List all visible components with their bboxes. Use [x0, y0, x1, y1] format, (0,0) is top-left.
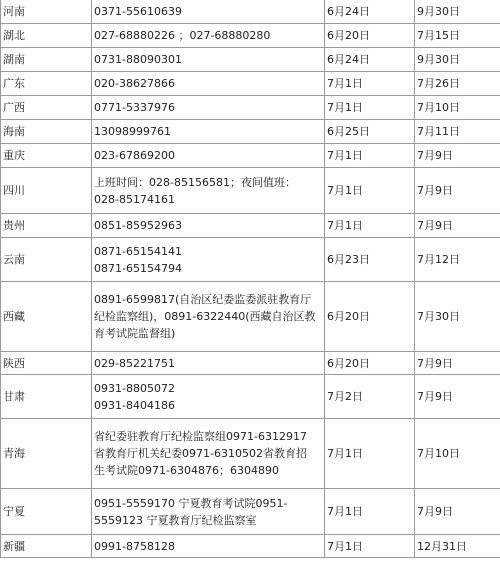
phone-line: 13098999761 — [94, 125, 171, 138]
start-date-cell: 6月23日 — [325, 238, 415, 282]
province-cell: 新疆 — [1, 535, 92, 558]
start-date-cell: 6月24日 — [325, 48, 415, 72]
phone-cell — [92, 24, 325, 48]
province-cell: 湖北 — [1, 24, 92, 48]
end-date-cell: 7月9日 — [415, 375, 500, 419]
phone-line: 0951-5559170 宁夏教育考试院0951- — [94, 496, 288, 510]
province-cell: 云南 — [1, 238, 92, 282]
start-date-cell: 7月1日 — [325, 489, 415, 535]
province-cell: 甘肃 — [1, 375, 92, 419]
end-date-cell: 7月12日 — [415, 238, 500, 282]
table-row — [1, 24, 500, 48]
phone-line: 023-67869200 — [94, 149, 175, 162]
phone-line: 029-85221751 — [94, 356, 175, 370]
end-date-cell: 7月9日 — [415, 352, 500, 375]
phone-cell — [92, 0, 325, 24]
province-cell: 四川 — [1, 168, 92, 214]
province-cell: 广西 — [1, 96, 92, 120]
start-date-cell: 7月1日 — [325, 96, 415, 120]
end-date-cell: 7月15日 — [415, 24, 500, 48]
phone-cell — [92, 375, 325, 419]
end-date-cell: 7月10日 — [415, 419, 500, 489]
table-row — [1, 375, 500, 419]
start-date-cell: 6月20日 — [325, 352, 415, 375]
start-date-cell: 6月20日 — [325, 24, 415, 48]
table-row — [1, 0, 500, 24]
start-date-cell: 7月2日 — [325, 375, 415, 419]
phone-line: 纪检监察组)，0891-6322440(西藏自治区教 — [94, 310, 316, 323]
start-date-cell: 7月1日 — [325, 168, 415, 214]
phone-line: 5559123 宁夏教育厅纪检监察室 — [94, 513, 257, 527]
table-row — [1, 535, 500, 558]
phone-line: 0991-8758128 — [94, 539, 175, 553]
table-row — [1, 352, 500, 375]
end-date-cell: 7月11日 — [415, 120, 500, 144]
phone-cell — [92, 535, 325, 558]
phone-line: 0371-55610639 — [94, 4, 182, 18]
start-date-cell: 7月1日 — [325, 214, 415, 238]
phone-line: 0731-88090301 — [94, 53, 182, 66]
table-row — [1, 214, 500, 238]
start-date-cell: 7月1日 — [325, 419, 415, 489]
end-date-cell: 7月30日 — [415, 282, 500, 352]
phone-cell — [92, 168, 325, 214]
end-date-cell: 7月9日 — [415, 489, 500, 535]
phone-line: 0871-65154141 — [94, 244, 182, 258]
end-date-cell: 9月30日 — [415, 0, 500, 24]
phone-line: 028-85174161 — [94, 192, 175, 206]
phone-line: 0891-6599817(自治区纪委监委派驻教育厅 — [94, 293, 312, 306]
province-cell: 贵州 — [1, 214, 92, 238]
phone-line: 生考试院0971-6304876；6304890 — [94, 464, 279, 477]
end-date-cell: 7月9日 — [415, 168, 500, 214]
table-row — [1, 72, 500, 96]
phone-line: 省纪委驻教育厅纪检监察组0971-6312917 — [94, 430, 307, 443]
phone-cell — [92, 352, 325, 375]
end-date-cell: 12月31日 — [415, 535, 500, 558]
start-date-cell: 7月1日 — [325, 144, 415, 168]
end-date-cell: 7月10日 — [415, 96, 500, 120]
end-date-cell: 7月9日 — [415, 214, 500, 238]
phone-cell — [92, 144, 325, 168]
start-date-cell: 7月1日 — [325, 535, 415, 558]
province-cell: 宁夏 — [1, 489, 92, 535]
start-date-cell: 6月25日 — [325, 120, 415, 144]
phone-line: 育考试院监督组) — [94, 327, 176, 340]
province-cell: 青海 — [1, 419, 92, 489]
phone-line: 0871-65154794 — [94, 261, 182, 275]
table-row — [1, 120, 500, 144]
end-date-cell: 9月30日 — [415, 48, 500, 72]
phone-line: 0931-8404186 — [94, 398, 175, 412]
phone-cell — [92, 72, 325, 96]
phone-cell — [92, 238, 325, 282]
phone-line: 上班时间：028-85156581；夜间值班： — [94, 175, 296, 189]
table-row — [1, 168, 500, 214]
phone-cell — [92, 96, 325, 120]
phone-line: 0771-5337976 — [94, 101, 175, 114]
hotline-table-body — [1, 0, 500, 558]
phone-cell — [92, 282, 325, 352]
start-date-cell: 7月1日 — [325, 72, 415, 96]
phone-cell — [92, 214, 325, 238]
province-cell: 西藏 — [1, 282, 92, 352]
table-row — [1, 489, 500, 535]
table-row — [1, 419, 500, 489]
phone-line: 省教育厅机关纪委0971-6310502省教育招 — [94, 447, 307, 460]
province-cell: 河南 — [1, 0, 92, 24]
table-row — [1, 144, 500, 168]
phone-cell — [92, 48, 325, 72]
phone-line: 0851-85952963 — [94, 219, 182, 232]
phone-line: 0931-8805072 — [94, 381, 175, 395]
phone-cell — [92, 120, 325, 144]
table-row — [1, 48, 500, 72]
table-row — [1, 282, 500, 352]
phone-cell — [92, 489, 325, 535]
table-row — [1, 238, 500, 282]
province-cell: 陕西 — [1, 352, 92, 375]
end-date-cell: 7月9日 — [415, 144, 500, 168]
province-cell: 湖南 — [1, 48, 92, 72]
phone-line: 027-68880226 ；027-68880280 — [94, 29, 271, 42]
table-row — [1, 96, 500, 120]
province-cell: 重庆 — [1, 144, 92, 168]
phone-cell — [92, 419, 325, 489]
province-cell: 海南 — [1, 120, 92, 144]
end-date-cell: 7月26日 — [415, 72, 500, 96]
start-date-cell: 6月24日 — [325, 0, 415, 24]
province-cell: 广东 — [1, 72, 92, 96]
start-date-cell: 6月20日 — [325, 282, 415, 352]
phone-line: 020-38627866 — [94, 77, 175, 90]
